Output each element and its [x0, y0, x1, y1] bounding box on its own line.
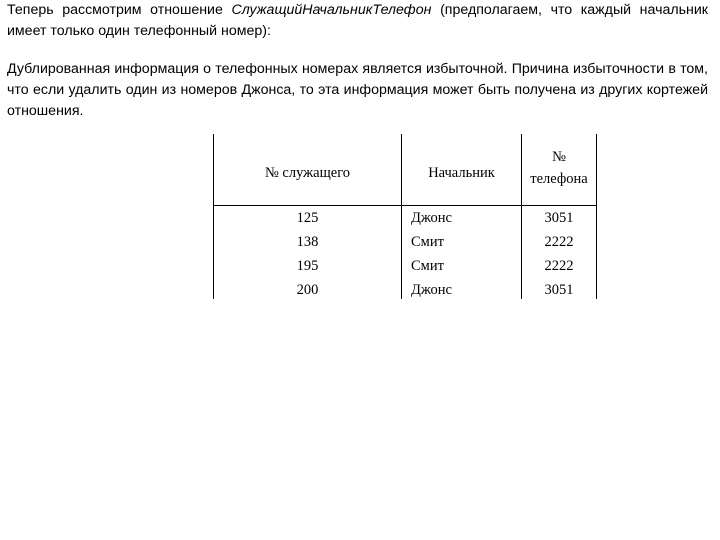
- table-cell: Смит: [411, 234, 444, 250]
- table-cell: Джонс: [411, 210, 452, 226]
- table-cell: Джонс: [411, 282, 452, 298]
- table-cell: 195: [296, 258, 319, 274]
- column-employee-no: [214, 206, 401, 302]
- header-manager-label: Начальник: [428, 165, 495, 181]
- table-cell: 3051: [544, 210, 574, 226]
- table-cell: 138: [296, 234, 319, 250]
- column-manager: [399, 206, 509, 302]
- table-cell: 200: [296, 282, 319, 298]
- table-border-right: [596, 134, 597, 299]
- header-employee-no: [214, 138, 401, 209]
- table-cell: 125: [296, 210, 319, 226]
- intro-text-start: Теперь рассмотрим отношение: [7, 2, 232, 18]
- header-phone-no-label: № телефона: [530, 148, 588, 187]
- table-cell: 2222: [544, 258, 574, 274]
- header-manager: [402, 138, 521, 209]
- relation-name: СлужащийНачальникТелефон: [231, 2, 432, 18]
- intro-text-end: (предполагаем, что каждый начальник имеет только один телефонный номер):: [7, 2, 708, 39]
- table-cell: Смит: [411, 258, 444, 274]
- intro-paragraph: [7, 0, 708, 42]
- header-employee-no-label: № служащего: [264, 165, 351, 181]
- redundancy-paragraph: Дублированная информация о телефонных номерах является избыточной. Причина избыточности в том, что если удалить один из номеров Джонса, то эта информация может быть получена из других кортежей отношения.: [7, 61, 708, 119]
- column-phone-no: [522, 206, 596, 302]
- relation-table: [213, 134, 597, 299]
- header-phone-no: [522, 132, 596, 203]
- table-cell: 2222: [544, 234, 574, 250]
- table-cell: 3051: [544, 282, 574, 298]
